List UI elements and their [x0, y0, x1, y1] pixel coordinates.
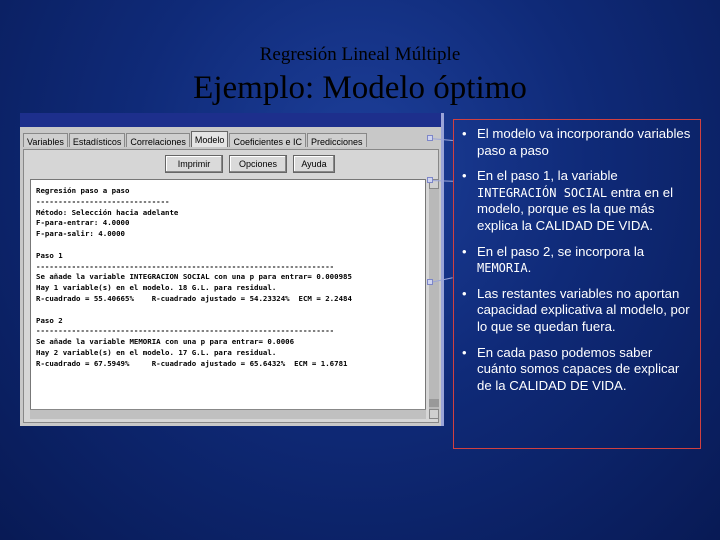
bullet-text: En cada paso podemos saber cuánto somos capaces de explicar de la CALIDAD DE VIDA. — [477, 344, 680, 393]
print-button[interactable]: Imprimir — [165, 155, 223, 173]
output-line: Paso 2 — [36, 315, 63, 325]
bullet-text: El modelo va incorporando variables paso a paso — [477, 126, 691, 158]
explanation-box — [453, 119, 701, 449]
connector-point — [427, 135, 433, 141]
tab-estadisticos[interactable]: Estadísticos — [69, 133, 126, 147]
output-separator: ------------------------------ — [36, 196, 170, 206]
output-line: Hay 1 variable(s) en el modelo. 18 G.L. para residual. — [36, 283, 277, 293]
output-line — [36, 240, 425, 251]
bullet-item — [460, 286, 694, 336]
output-line: F-para-salir: 4.0000 — [36, 229, 125, 239]
variable-name: INTEGRACIÓN SOCIAL — [477, 185, 608, 200]
help-button[interactable]: Ayuda — [293, 155, 335, 173]
horizontal-scrollbar[interactable] — [30, 409, 426, 419]
bullet-item — [460, 244, 694, 277]
vertical-scrollbar[interactable] — [429, 179, 439, 419]
output-line: R-cuadrado = 67.5949% R-cuadrado ajustado = 65.6432% ECM = 1.6781 — [36, 358, 348, 368]
tab-bar — [23, 133, 368, 149]
slide-title: Ejemplo: Modelo óptimo — [193, 70, 527, 106]
output-line: Se añade la variable INTEGRACION SOCIAL con una p para entrar= 0.000985 — [36, 272, 352, 282]
bullet-text: En el paso 2, se incorpora la — [477, 243, 645, 259]
slide-subtitle: Regresión Lineal Múltiple — [259, 44, 461, 65]
bullet-text: En el paso 1, la variable — [477, 168, 618, 184]
bullet-text: . — [527, 260, 532, 276]
bullet-text: Las restantes variables no aportan capacidad explicativa al modelo, por lo que se quedan fuera. — [477, 285, 690, 334]
tab-predicciones[interactable]: Predicciones — [307, 133, 367, 147]
tab-coeficientes[interactable]: Coeficientes e IC — [229, 133, 306, 147]
output-line: Hay 2 variable(s) en el modelo. 17 G.L. para residual. — [36, 347, 277, 357]
output-line: Paso 1 — [36, 250, 63, 260]
scroll-down-icon[interactable] — [429, 409, 439, 419]
output-line: F-para-entrar: 4.0000 — [36, 218, 130, 228]
output-line: Se añade la variable MEMORIA con una p para entrar= 0.0006 — [36, 337, 295, 347]
scroll-thumb[interactable] — [429, 399, 439, 407]
bullet-item — [460, 168, 694, 234]
toolbar — [165, 155, 341, 173]
output-line: Método: Selección hacia adelante — [36, 207, 179, 217]
connector-point — [427, 177, 433, 183]
statistics-app-window — [20, 113, 441, 426]
bullet-text: entra en el modelo, porque es la que más explica la CALIDAD DE VIDA. — [477, 184, 674, 233]
bullet-item — [460, 126, 694, 159]
output-line — [36, 305, 425, 316]
output-text-area[interactable] — [30, 179, 426, 419]
output-separator: ------------------------------------------------------------------- — [36, 326, 335, 336]
tab-modelo[interactable]: Modelo — [191, 131, 229, 147]
output-line: R-cuadrado = 55.40665% R-cuadrado ajustado = 54.23324% ECM = 2.2484 — [36, 293, 352, 303]
variable-name: MEMORIA — [477, 261, 528, 276]
connector-point — [427, 279, 433, 285]
tab-correlaciones[interactable]: Correlaciones — [126, 133, 190, 147]
window-title-bar — [20, 113, 441, 127]
panel-divider — [441, 113, 444, 426]
output-line: Regresión paso a paso — [36, 186, 130, 195]
options-button[interactable]: Opciones — [229, 155, 287, 173]
tab-variables[interactable]: Variables — [23, 133, 68, 147]
bullet-item — [460, 345, 694, 395]
output-separator: ------------------------------------------------------------------- — [36, 261, 335, 271]
